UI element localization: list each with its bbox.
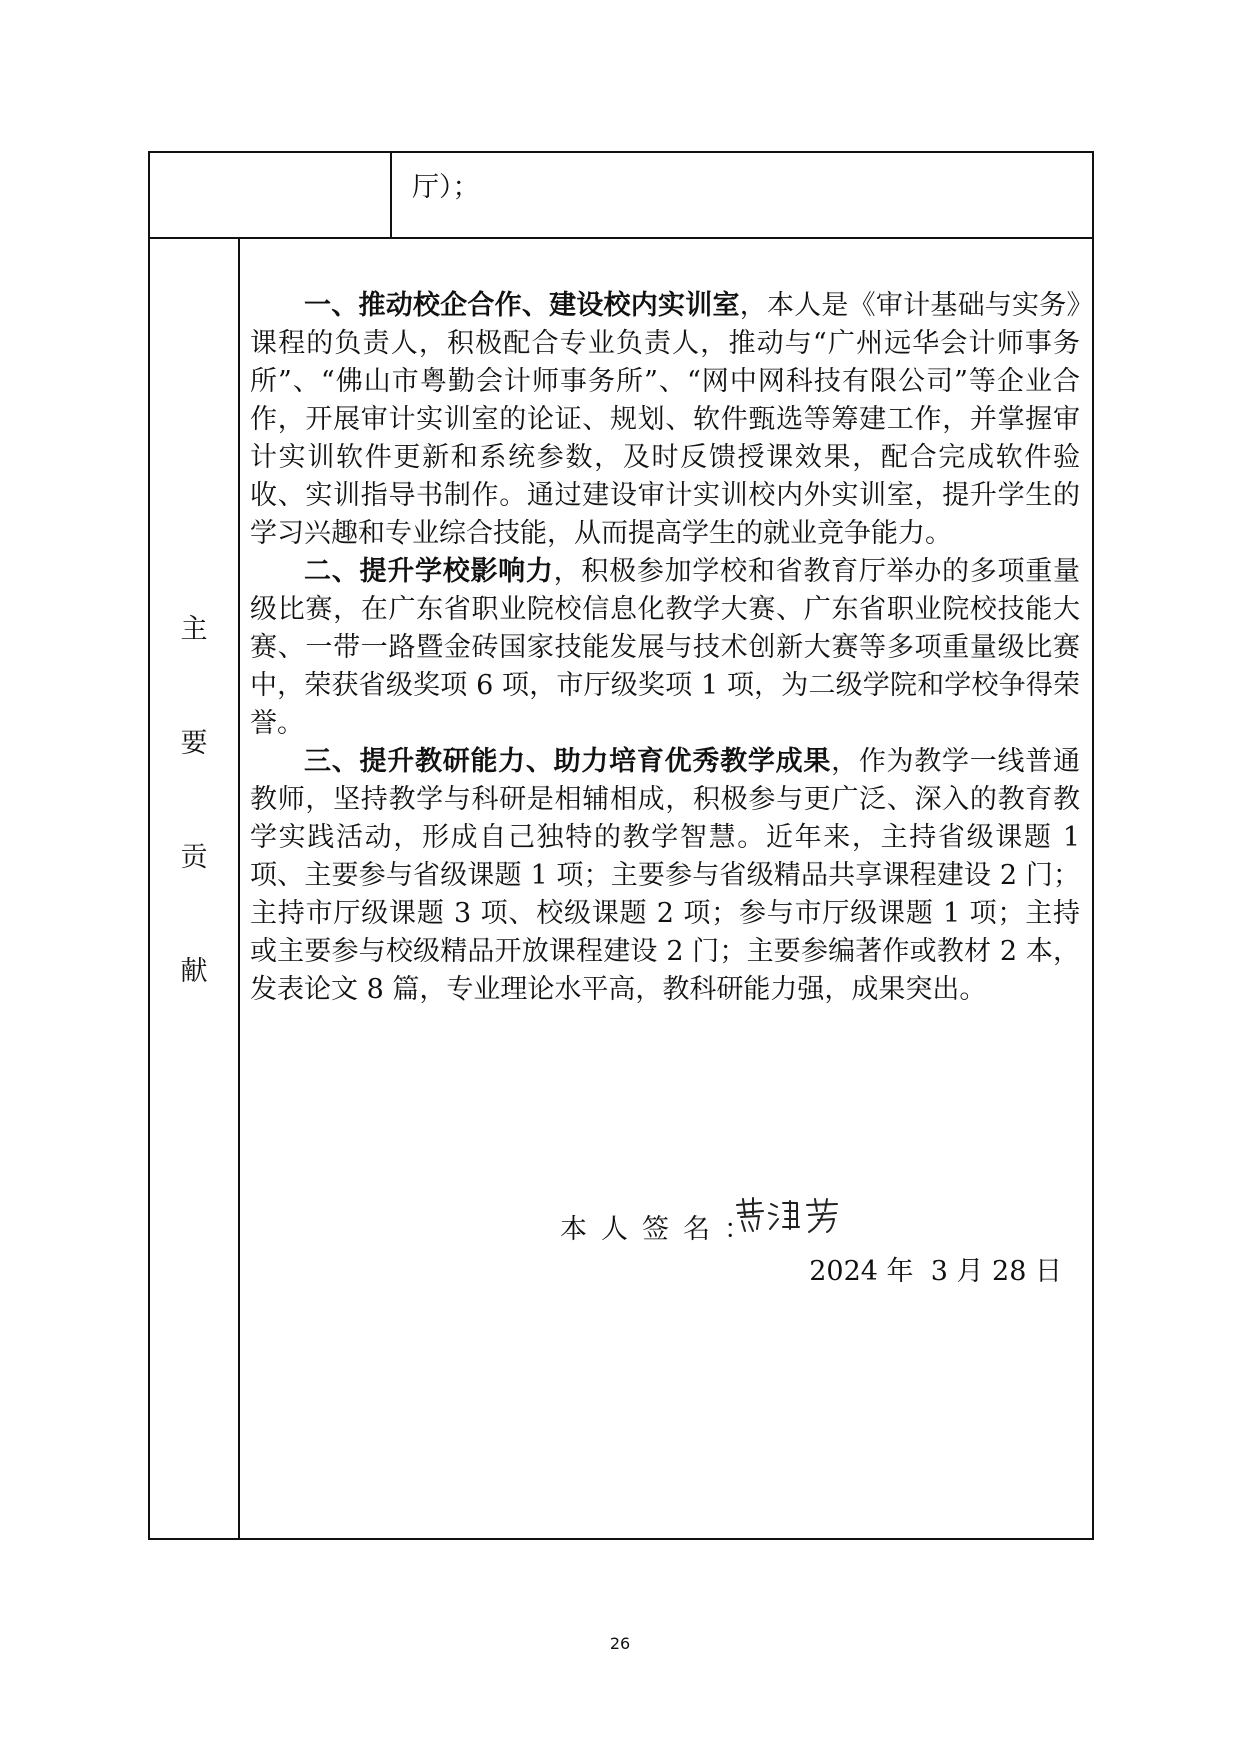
section-label-char: 要 [180, 728, 208, 759]
table-row-continued [148, 151, 1094, 239]
paragraph-heading: 二、提升学校影响力 [304, 556, 554, 587]
page-number: 26 [609, 1634, 631, 1653]
section-label-char: 献 [180, 956, 208, 987]
signature-label: 本人签名： [560, 1214, 765, 1245]
paragraph-body: ，本人是《审计基础与实务》课程的负责人，积极配合专业负责人，推动与“广州远华会计师事务所”、“佛山市粤勤会计师事务所”、“网中网科技有限公司”等企业合作，开展审计实训室的论证、规划、软件甄选等筹建工作，并掌握审计实训软件更新和系统参数，及时反馈授课效果，配合完成软件验收、实训指导书制作。通过建设审计实训校内外实训室，提升学生的学习兴趣和专业综合技能，从而提高学生的就业竞争能力。 [250, 290, 1081, 549]
paragraph-body: ，积极参加学校和省教育厅举办的多项重量级比赛，在广东省职业院校信息化教学大赛、广东省职业院校技能大赛、一带一路暨金砖国家技能发展与技术创新大赛等多项重量级比赛中，荣获省级奖项 6 项，市厅级奖项 1 项，为二级学院和学校争得荣誉。 [250, 556, 1081, 739]
column-divider [238, 237, 240, 1538]
section-label [150, 237, 238, 1538]
paragraph-body: ，作为教学一线普通教师，坚持教学与科研是相辅相成，积极参与更广泛、深入的教育教学实践活动，形成自己独特的教学智慧。近年来，主持省级课题 1 项、主要参与省级课题 1 项；主要参与省级精品共享课程建设 2 门；主持市厅级课题 3 项、校级课题 2 项；参与市厅级课题 1 项；主持或主要参与校级精品开放课程建设 2 门；主要参编著作或教材 2 本，发表论文 8 篇，专业理论水平高，教科研能力强，成果突出。 [250, 746, 1081, 1005]
contribution-text [250, 287, 1080, 1009]
paragraph [250, 743, 1080, 1009]
section-label-char: 主 [180, 614, 208, 645]
handwritten-signature [733, 1195, 843, 1235]
paragraph [250, 287, 1080, 553]
section-label-char: 贡 [180, 842, 208, 873]
paragraph [250, 553, 1080, 743]
paragraph-heading: 一、推动校企合作、建设校内实训室 [304, 290, 740, 321]
signature-date: 2024 年 3 月 28 日 [809, 1256, 1062, 1287]
continued-text: 厅）； [412, 172, 480, 203]
column-divider [390, 153, 392, 237]
paragraph-heading: 三、提升教研能力、助力培育优秀教学成果 [304, 746, 832, 777]
table-row-main-contribution [148, 237, 1094, 1540]
